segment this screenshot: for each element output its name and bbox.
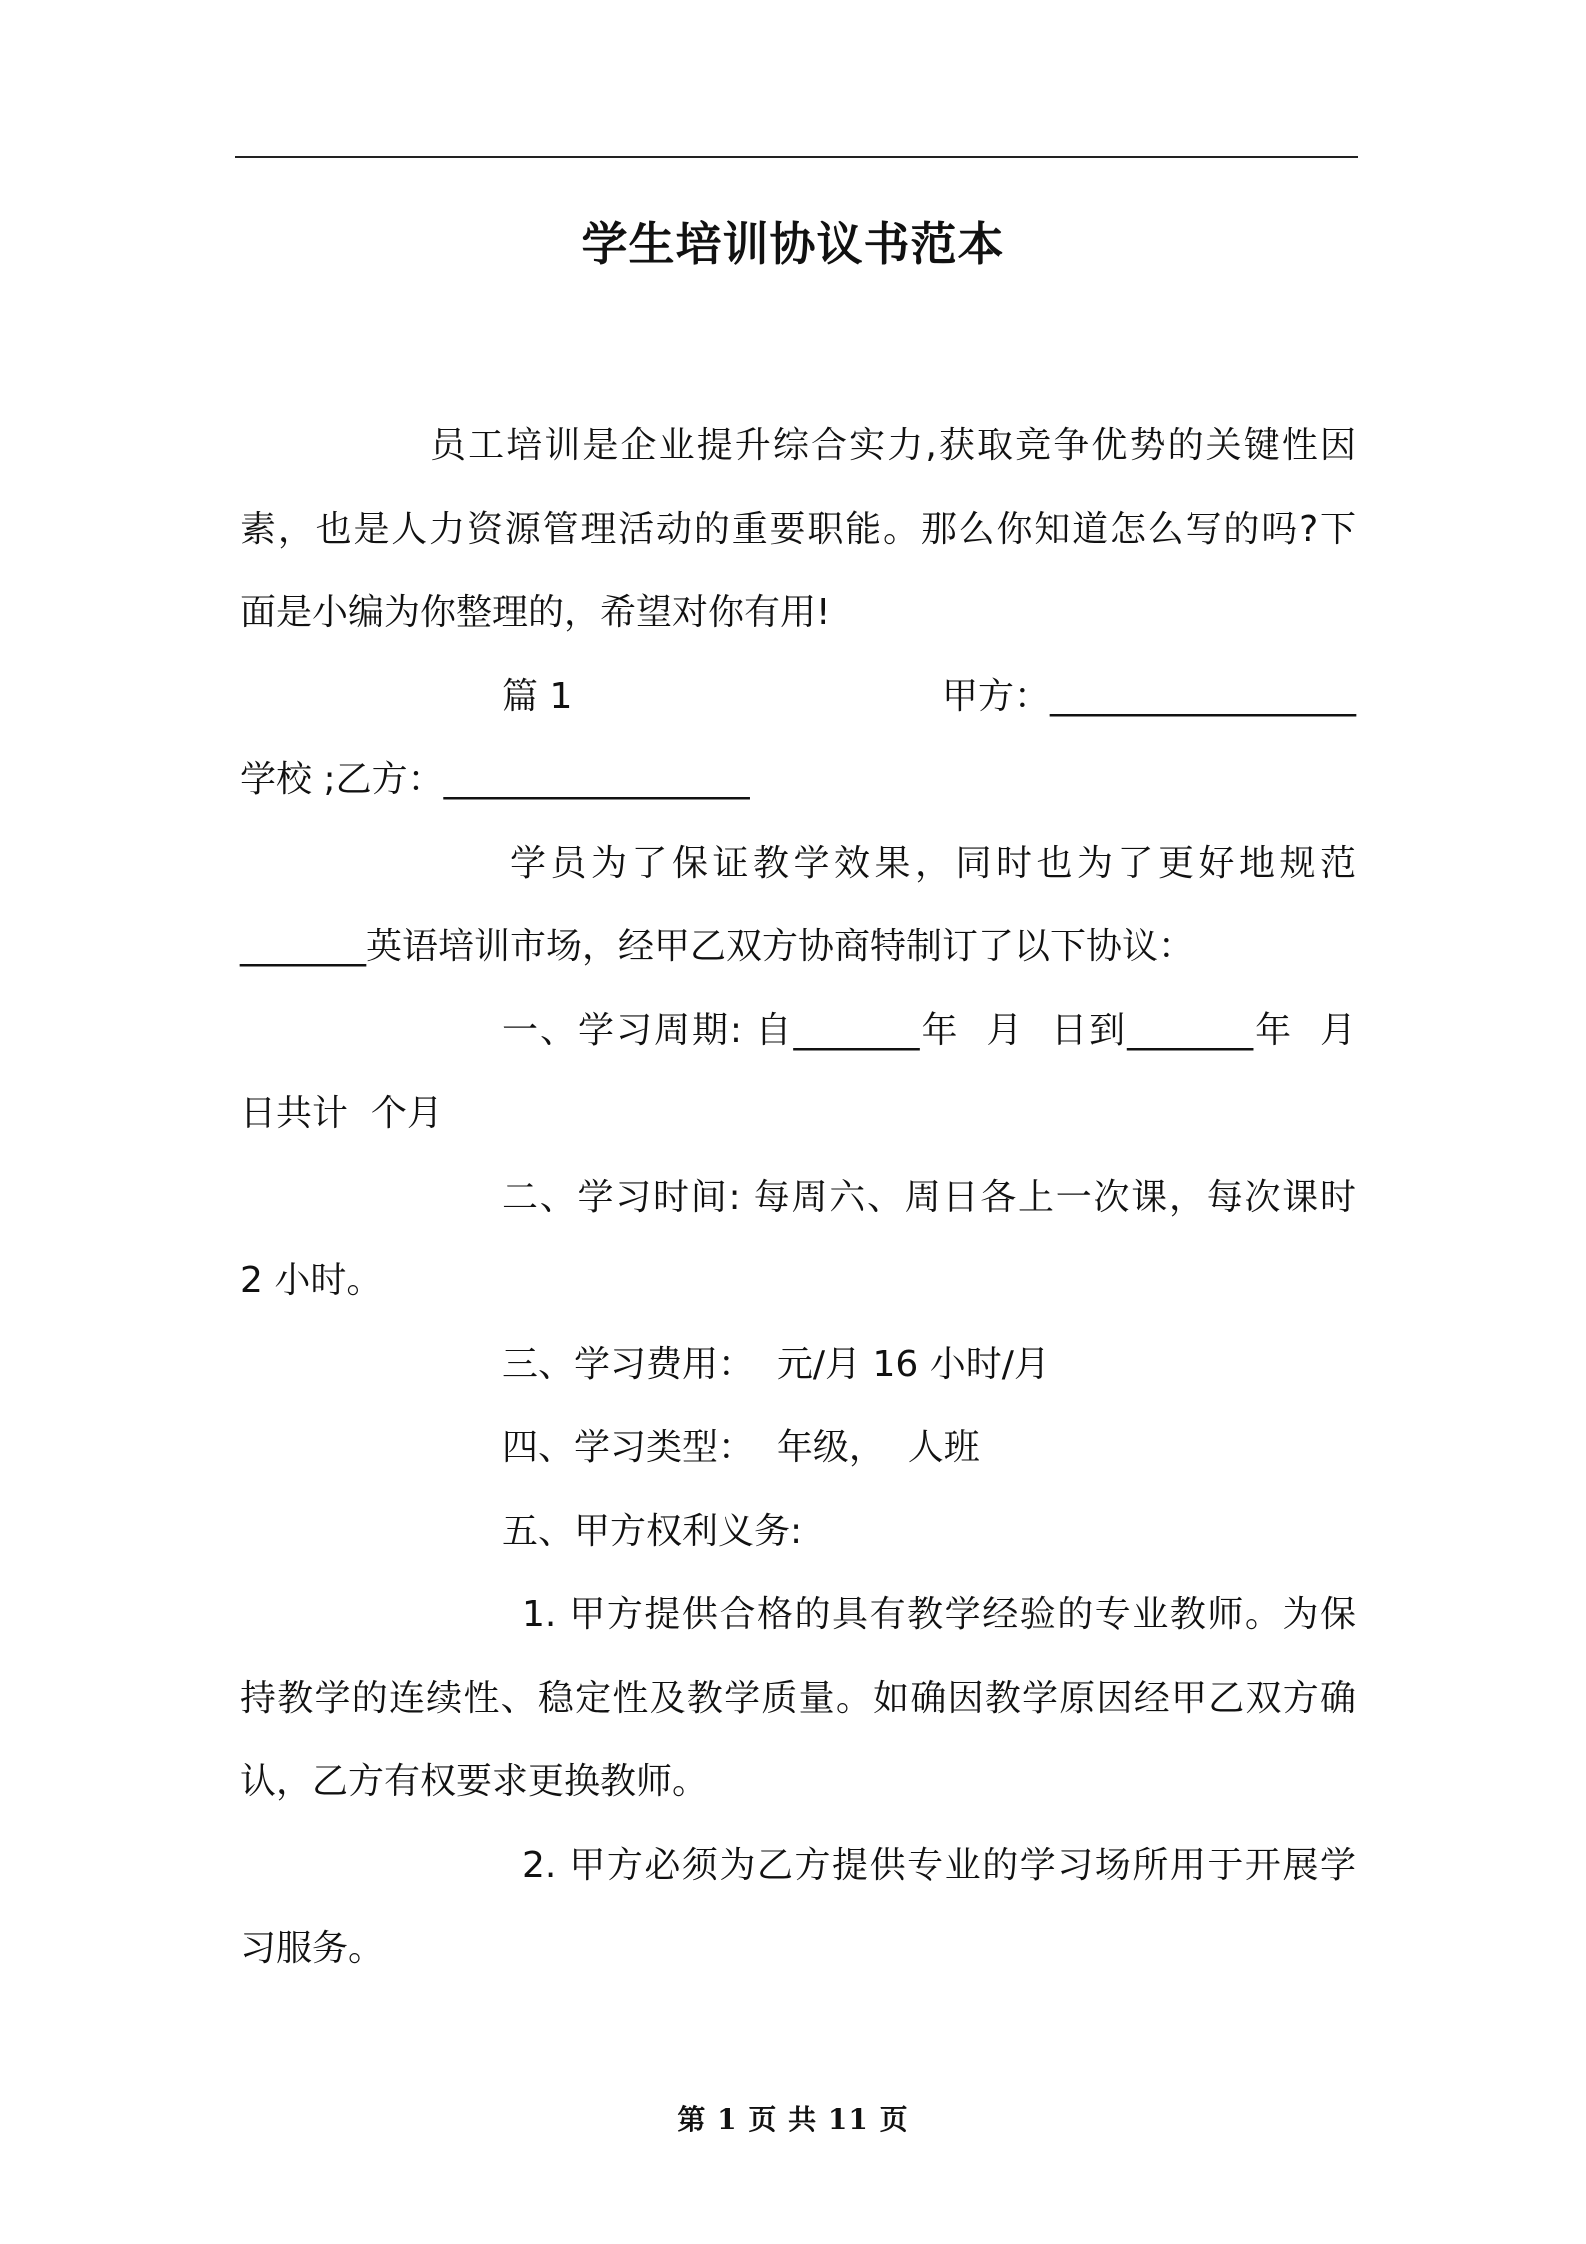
document-body [240,404,1356,1991]
part-header-row [240,655,1356,739]
clause-fee: 三、学习费用： 元/月 16 小时/月 [502,1343,1050,1385]
item-1-line-3: 认，乙方有权要求更换教师。 [240,1761,709,1802]
document-title: 学生培训协议书范本 [581,217,1005,271]
part-label: 篇 1 [502,675,573,717]
intro-line-1: 员工培训是企业提升综合实力,获取竞争优势的关键性因 [430,425,1356,466]
item-1-line-1: 1. 甲方提供合格的具有教学经验的专业教师。为保 [522,1594,1356,1635]
item-1-line-2: 持教学的连续性、稳定性及教学质量。如确因教学原因经甲乙双方确 [240,1677,1356,1719]
party-a-field: 甲方：_________________ [941,675,1356,717]
clause-period-line-2: 日共计 个月 [240,1093,443,1134]
intro-line-2: 素，也是人力资源管理活动的重要职能。那么你知道怎么写的吗?下 [240,508,1356,550]
clause-type: 四、学习类型： 年级， 人班 [502,1427,980,1468]
item-2-line-1: 2. 甲方必须为乙方提供专业的学习场所用于开展学 [522,1844,1356,1886]
item-2-line-2: 习服务。 [240,1928,385,1969]
clause-time-line-2: 2 小时。 [240,1260,383,1301]
clause-time-line-1: 二、学习时间: 每周六、周日各上一次课，每次课时 [502,1176,1356,1218]
party-b-field: 学校 ;乙方：_________________ [240,759,750,800]
clause-rights-heading: 五、甲方权利义务: [502,1510,803,1552]
purpose-line-2: _______英语培训市场，经甲乙双方协商特制订了以下协议： [240,926,1195,967]
purpose-line-1: 学员为了保证教学效果，同时也为了更好地规范 [510,842,1356,884]
intro-line-3: 面是小编为你整理的，希望对你有用! [240,592,831,633]
header-rule [235,156,1358,158]
clause-period-line-1: 一、学习周期: 自_______年 月 日到_______年 月 [502,1009,1356,1051]
page-footer: 第 1 页 共 11 页 [677,2103,909,2136]
